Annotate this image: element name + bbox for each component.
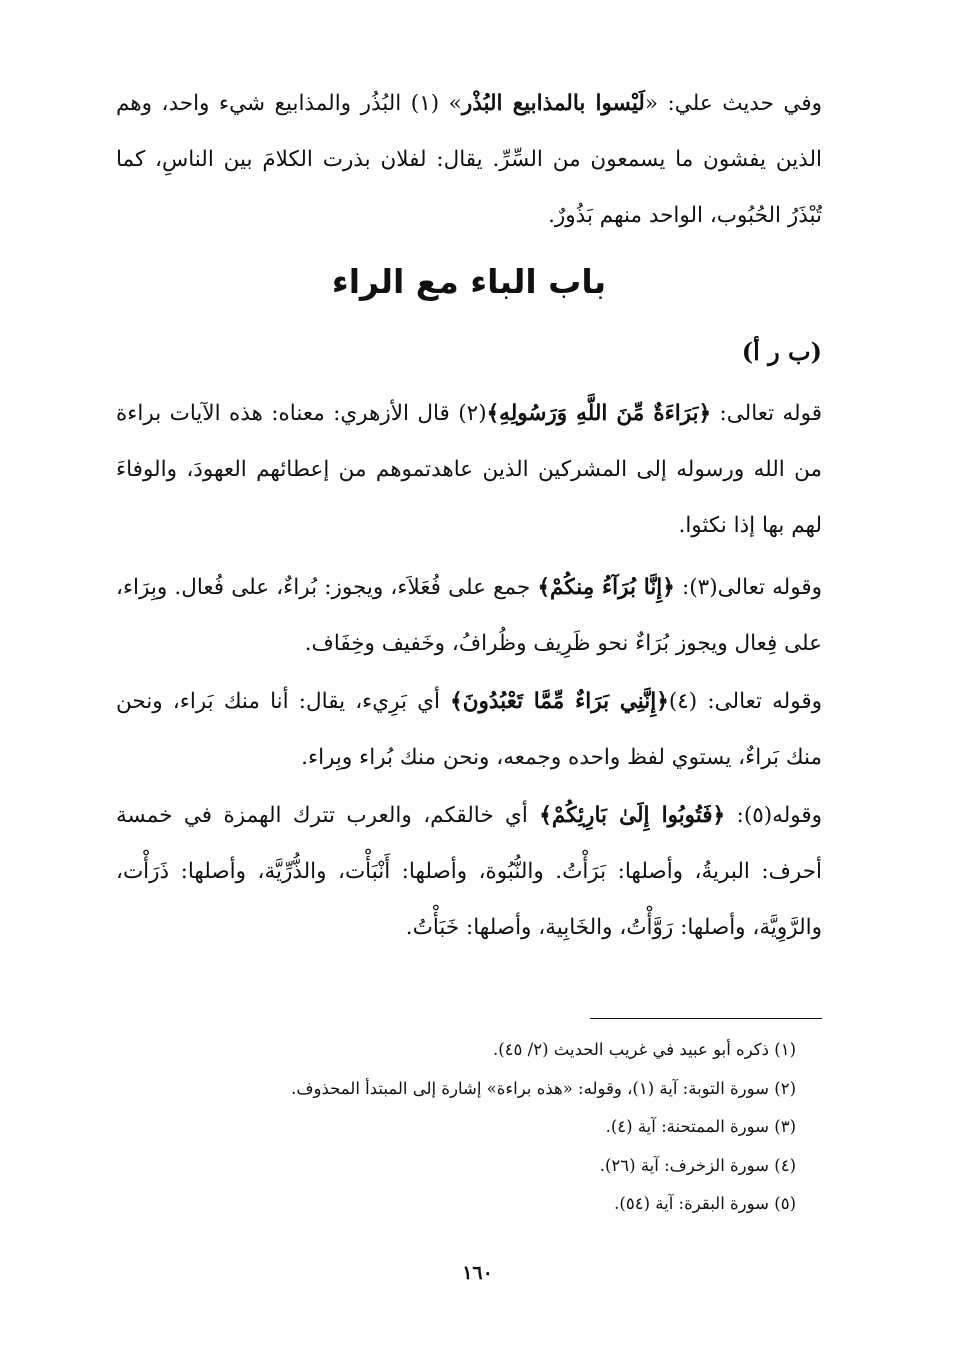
paragraph-text: [116, 386, 822, 554]
paragraph-bura-mumtahanah: [116, 560, 822, 672]
paragraph-text: [116, 76, 822, 244]
paragraph-body: أي بَرِيء، يقال: أنا منك بَراء، ونحن منك بَراءٌ، يستوي لفظ واحده وجمعه، ونحن منك بُراء وبِراء.: [116, 689, 822, 770]
paragraph-body: (٢) قال الأزهري: معناه: هذه الآيات براءة من الله ورسوله إلى المشركين الذين عاهدتموهم من إعطائهم العهودَ، والوفاءَ لهم بها إذا نكثوا.: [116, 401, 822, 538]
hadith-quote: لَيْسوا بالمذابيع البُذْر: [461, 91, 645, 116]
paragraph-body: أي خالقكم، والعرب تترك الهمزة في خمسة أحرف: البريةُ، وأصلها: بَرَأْتُ. والنُّبُوة، وأصلها: أَنْبَأْت، والذُّرِّيَّة، وأصلها: ذَرَأْت، والرَّوِيَّة، وأصلها: رَوَّأْتُ، والخَابِية، وأصلها: خَبَأْتُ.: [116, 803, 822, 940]
paragraph-prefix: وقوله تعالى(٣):: [674, 575, 823, 600]
paragraph-hadith-ali: [116, 76, 822, 244]
paragraph-body: » (١) البُذُر والمذابيع شيء واحد، وهم الذين يفشون ما يسمعون من السِّرِّ. يقال: لفلان بذرت الكلامَ بين الناسِ، كما تُبْذَرُ الحُبُوب، الواحد منهم بَذُورٌ.: [116, 91, 822, 228]
paragraph-body: جمع على فُعَلاَء، ويجوز: بُراءٌ، على فُعال. وبِرَاء، على فِعال ويجوز بُرَاءٌ نحو ظَرِيف وظُرافُ، وخَفيف وخِفَاف.: [116, 575, 822, 656]
root-heading: (ب ر أ): [741, 337, 822, 366]
footnote-1: (١) ذكره أبو عبيد في غريب الحديث (٢/ ٤٥).: [492, 1040, 796, 1059]
footnote-5: (٥) سورة البقرة: آية (٥٤).: [614, 1194, 796, 1213]
paragraph-text: [116, 674, 822, 786]
chapter-title: باب الباء مع الراء: [331, 262, 607, 301]
paragraph-text: [116, 560, 822, 672]
paragraph-prefix: وقوله(٥):: [725, 803, 823, 828]
paragraph-baraa-zukhruf: [116, 674, 822, 786]
paragraph-prefix: وقوله تعالى: (٤): [668, 689, 822, 714]
quran-quote: ﴿إِنَّنِي بَرَاءٌ مِّمَّا تَعْبُدُونَ﴾: [450, 689, 669, 714]
footnote-divider: [590, 1018, 822, 1019]
paragraph-baraa-tawbah: [116, 386, 822, 554]
footnote-2: (٢) سورة التوبة: آية (١)، وقوله: «هذه براءة» إشارة إلى المبتدأ المحذوف.: [291, 1078, 796, 1098]
paragraph-prefix: قوله تعالى:: [711, 401, 822, 426]
quran-quote: ﴿فَتُوبُوا إِلَىٰ بَارِئِكُمْ﴾: [539, 803, 726, 828]
footnote-4: (٤) سورة الزخرف: آية (٢٦).: [599, 1155, 796, 1175]
paragraph-bari-baqarah: [116, 788, 822, 956]
quran-quote: ﴿بَرَاءَةٌ مِّنَ اللَّهِ وَرَسُولِهِ﴾: [486, 401, 712, 426]
quran-quote: ﴿إِنَّا بُرَآءُ مِنكُمْ﴾: [537, 575, 675, 600]
footnote-3: (٣) سورة الممتحنة: آية (٤).: [605, 1117, 796, 1136]
paragraph-prefix: وفي حديث علي: «: [644, 91, 822, 116]
footnotes: [116, 1031, 796, 1224]
paragraph-text: [116, 788, 822, 956]
page-number: ١٦٠: [462, 1262, 493, 1284]
